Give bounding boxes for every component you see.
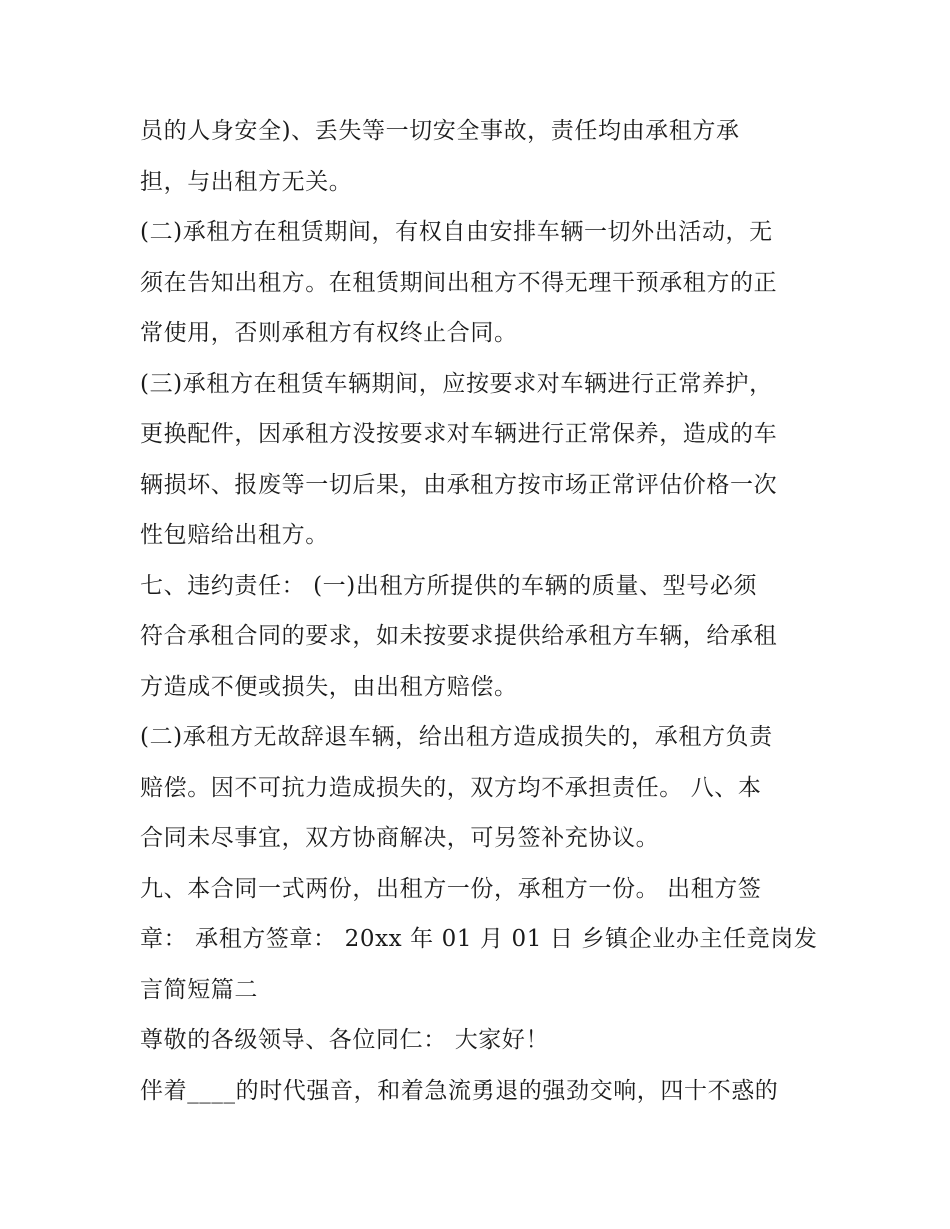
text-line: 尊敬的各级领导、各位同仁： 大家好！ [140,1027,550,1053]
text-line: (二)承租方无故辞退车辆，给出租方造成损失的，承租方负责 [140,724,773,750]
text-line: 性包赔给出租方。 [140,522,329,548]
text-line: 方造成不便或损失，由出租方赔偿。 [140,673,518,700]
text-line: 言简短篇二 [140,976,258,1003]
text-line: 辆损坏、报废等一切后果，由承租方按市场正常评估价格一次 [140,471,778,498]
text-line: 九、本合同一式两份，出租方一份，承租方一份。 出租方签 [140,875,762,902]
text-line: 符合承租合同的要求，如未按要求提供给承租方车辆，给承租 [140,623,778,649]
text-line: 更换配件，因承租方没按要求对车辆进行正常保养，造成的车 [140,421,778,447]
text-line: (二)承租方在租赁期间，有权自由安排车辆一切外出活动，无 [140,219,773,245]
text-line: (三)承租方在租赁车辆期间，应按要求对车辆进行正常养护， [140,370,773,397]
text-line: 担，与出租方无关。 [140,168,353,195]
text-line: 合同未尽事宜，双方协商解决，可另签补充协议。 [140,825,660,851]
text-line: 员的人身安全)、丢失等一切安全事故，责任均由承租方承 [140,118,740,144]
document-body [140,112,820,1122]
text-line: 赔偿。因不可抗力造成损失的，双方均不承担责任。 八、本 [140,774,762,801]
text-line: 伴着____的时代强音，和着急流勇退的强劲交响，四十不惑的 [140,1077,779,1104]
text-line: 常使用，否则承租方有权终止合同。 [140,320,518,346]
text-line: 七、违约责任： (一)出租方所提供的车辆的质量、型号必须 [140,572,758,599]
text-line: 章： 承租方签章： 20xx 年 01 月 01 日 乡镇企业办主任竞岗发 [140,926,818,952]
text-line: 须在告知出租方。在租赁期间出租方不得无理干预承租方的正 [140,269,778,296]
